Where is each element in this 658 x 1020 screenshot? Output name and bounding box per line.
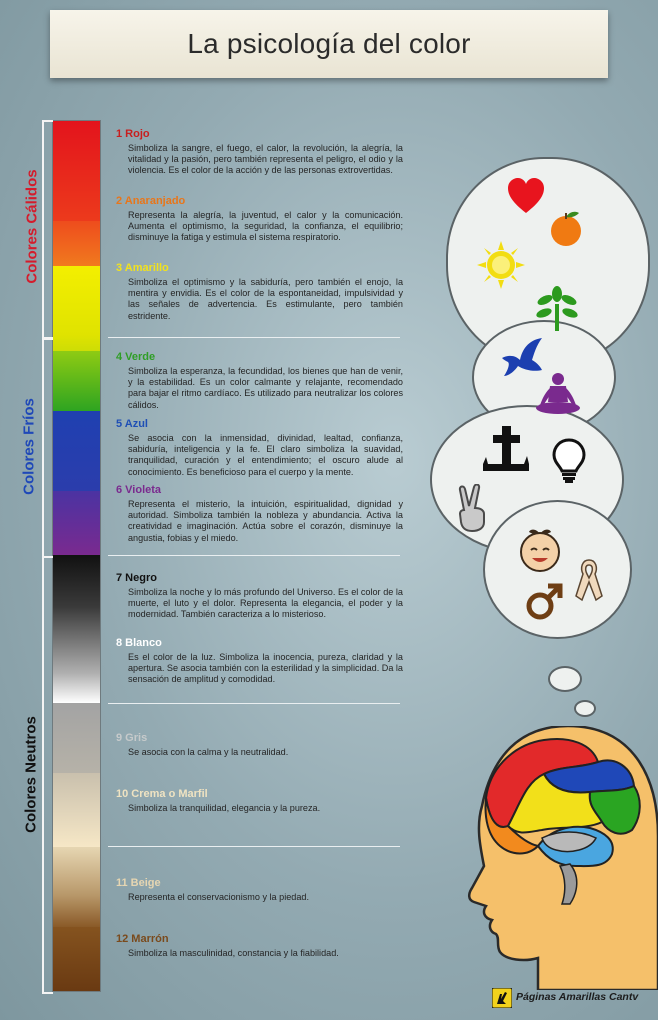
swatch-marron (53, 927, 100, 991)
lightbulb-icon (552, 438, 586, 484)
entry-title: 11 Beige (116, 877, 161, 889)
entry-description: Es el color de la luz. Simboliza la inocencia, pureza, claridad y la apertura. Se asocia también con la esterilidad y la simplicidad. Da la sensación de amplitud y comodidad. (128, 652, 403, 685)
ribbon-icon (574, 556, 604, 604)
swatch-anaranjado (53, 221, 100, 266)
bracket-neutros (42, 556, 53, 994)
swatch-beige (53, 847, 100, 927)
group-label-frios: Colores Fríos (20, 398, 38, 495)
color-entry-violeta (116, 484, 403, 544)
entry-title: 1 Rojo (116, 128, 150, 140)
color-entry-beige (116, 877, 403, 903)
separator (108, 555, 400, 556)
sun-icon (476, 240, 526, 290)
entry-description: Representa el misterio, la intuición, espiritualidad, dignidad y autoridad. Simboliza también la nobleza y abundancia. Activa la creatividad e imaginación. Actúa sobre el corazón, disminuye la angustia, fobias y el miedo. (128, 499, 403, 543)
entry-title: 6 Violeta (116, 484, 162, 496)
entry-title: 10 Crema o Marfil (116, 788, 208, 800)
walking-fingers-logo-icon (492, 988, 512, 1008)
entry-description: Representa el conservacionismo y la piedad. (128, 892, 309, 902)
baby-face-icon (516, 526, 564, 574)
separator (108, 846, 400, 847)
swatch-gris (53, 703, 100, 773)
color-entry-marron (116, 933, 403, 959)
entry-title: 5 Azul (116, 418, 148, 430)
entry-title: 7 Negro (116, 572, 157, 584)
color-entry-blanco (116, 637, 403, 686)
swatch-azul (53, 411, 100, 491)
entry-title: 4 Verde (116, 351, 156, 363)
color-entry-gris (116, 732, 403, 758)
meditation-icon (534, 372, 582, 418)
entry-description: Se asocia con la inmensidad, divinidad, lealtad, confianza, sabiduría, inteligencia y la fe. El claro simboliza la suavidad, tranquilidad, curación y el entendimiento; el oscuro alude al conocimiento. Es beneficioso para el cuerpo y la mente. (128, 433, 403, 477)
male-symbol-icon (524, 582, 564, 622)
swatch-violeta (53, 491, 100, 555)
peace-hand-icon (454, 484, 494, 532)
entry-title: 2 Anaranjado (116, 195, 186, 207)
entry-description: Simboliza la noche y lo más profundo del Universo. Es el color de la muerte, el luto y el dolor. Representa la elegancia, el poder y la modernidad. También caracteriza a lo misterioso. (128, 587, 403, 620)
entry-description: Simboliza la tranquilidad, elegancia y la pureza. (128, 803, 321, 813)
footer-logo (492, 988, 642, 1010)
color-entry-anaranjado (116, 195, 403, 244)
color-entry-azul (116, 418, 403, 478)
tree-icon (536, 286, 578, 332)
swatch-negro (53, 555, 100, 703)
color-entry-negro (116, 572, 403, 621)
heart-icon (506, 177, 546, 215)
bracket-calidos (42, 120, 53, 339)
entry-description: Simboliza la masculinidad, constancia y la fiabilidad. (128, 948, 339, 958)
thought-bubble-tiny (574, 700, 596, 717)
group-label-calidos: Colores Cálidos (23, 169, 41, 284)
entry-title: 9 Gris (116, 732, 148, 744)
footer-logo-text: Páginas Amarillas Cantv (516, 991, 639, 1003)
brain-head-icon (420, 726, 658, 990)
swatch-verde (53, 351, 100, 411)
entry-description: Simboliza el optimismo y la sabiduría, pero también el enojo, la mentira y envidia. Es el color de la espontaneidad, impulsividad y las señales de advertencia. Es estimulante, pero también estridente. (128, 277, 403, 321)
color-spectrum-bar (52, 120, 101, 992)
entry-description: Simboliza la sangre, el fuego, el calor, la revolución, la alegría, la vitalidad y la pasión, pero también representa el peligro, el odio y la violencia. Es el color de la acción y de las personas extrovertidas. (128, 143, 403, 176)
color-entry-verde (116, 351, 403, 411)
color-entry-crema (116, 788, 403, 814)
entry-title: 3 Amarillo (116, 262, 169, 274)
orange-fruit-icon (548, 208, 584, 248)
separator (108, 703, 400, 704)
title-banner (50, 10, 608, 78)
thought-bubble-small (548, 666, 582, 692)
page-title: La psicología del color (187, 28, 471, 59)
separator (108, 337, 400, 338)
color-entry-rojo (116, 128, 403, 177)
entry-title: 8 Blanco (116, 637, 162, 649)
swatch-crema (53, 773, 100, 847)
grave-cross-icon (480, 424, 532, 474)
entry-description: Simboliza la esperanza, la fecundidad, los bienes que han de venir, y la estabilidad. Es un color calmante y relajante, recomendado para bajar el ritmo cardíaco. Es utilizado para neutralizar los colores cálidos. (128, 366, 403, 410)
bracket-frios (42, 338, 53, 558)
entry-description: Representa la alegría, la juventud, el calor y la comunicación. Aumenta el optimismo, la seguridad, la confianza, el equilibrio; disminuye la fatiga y estimula el sistema respiratorio. (128, 210, 403, 243)
entry-title: 12 Marrón (116, 933, 169, 945)
color-entry-amarillo (116, 262, 403, 322)
entry-description: Se asocia con la calma y la neutralidad. (128, 747, 289, 757)
group-label-neutros: Colores Neutros (22, 716, 40, 833)
